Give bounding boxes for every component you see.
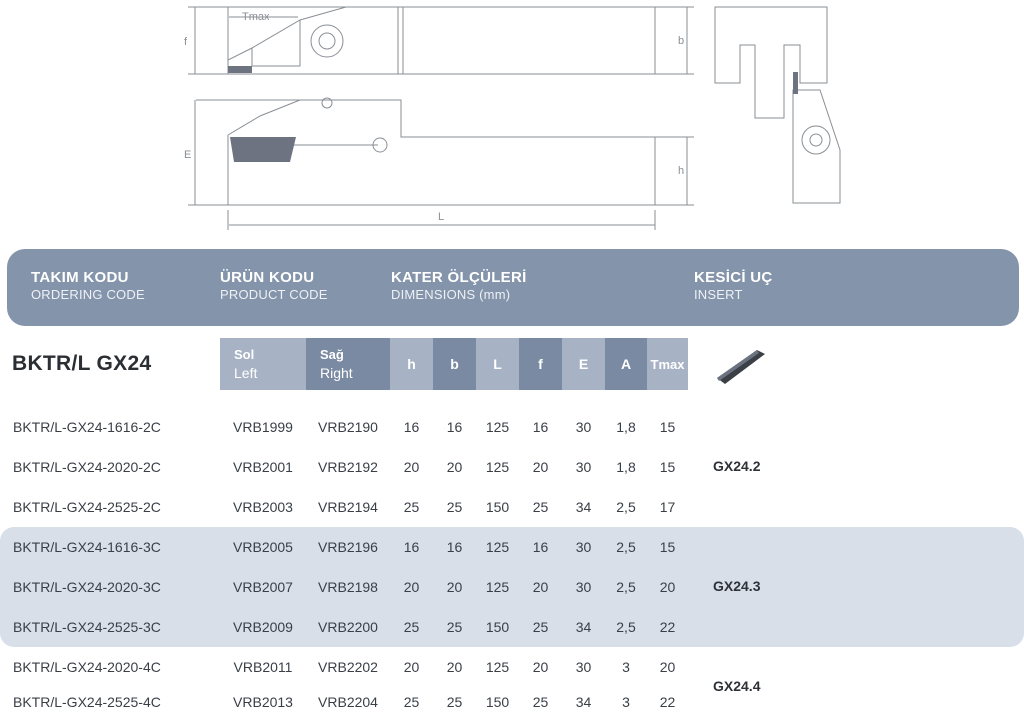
insert-group-label: GX24.3 — [713, 578, 761, 594]
tmax-value: 17 — [659, 499, 676, 515]
e-value: 34 — [575, 499, 592, 515]
l-value: 125 — [485, 539, 510, 555]
h-value: 16 — [403, 539, 420, 555]
f-value: 25 — [532, 499, 549, 515]
left-code: VRB2011 — [233, 659, 293, 675]
a-value: 3 — [622, 659, 630, 675]
table-row — [0, 447, 700, 487]
right-code: VRB2198 — [318, 579, 378, 595]
h-value: 25 — [403, 694, 420, 710]
b-value: 20 — [446, 459, 463, 475]
h-value: 16 — [403, 419, 420, 435]
column-right-tr: Sağ — [320, 347, 344, 362]
ordering-code: BKTR/L-GX24-2020-4C — [13, 659, 161, 675]
ordering-code: BKTR/L-GX24-1616-2C — [13, 419, 161, 435]
left-code: VRB2013 — [233, 694, 293, 710]
insert-group-label: GX24.2 — [713, 458, 761, 474]
f-value: 16 — [532, 419, 549, 435]
e-value: 34 — [575, 694, 592, 710]
l-value: 125 — [485, 459, 510, 475]
left-code: VRB1999 — [233, 419, 293, 435]
tmax-value: 15 — [659, 419, 676, 435]
dimensions-title: KATER ÖLÇÜLERİ — [391, 269, 527, 286]
left-code: VRB2001 — [233, 459, 293, 475]
column-e: E — [562, 338, 605, 390]
a-value: 2,5 — [616, 539, 636, 555]
left-code: VRB2007 — [233, 579, 293, 595]
ordering-code: BKTR/L-GX24-2020-3C — [13, 579, 161, 595]
ordering-code: BKTR/L-GX24-2020-2C — [13, 459, 161, 475]
f-value: 25 — [532, 619, 549, 635]
e-value: 30 — [575, 419, 592, 435]
insert-image — [713, 344, 769, 388]
column-f: f — [519, 338, 562, 390]
l-value: 150 — [485, 694, 510, 710]
a-value: 1,8 — [616, 419, 636, 435]
tmax-value: 22 — [659, 619, 676, 635]
right-code: VRB2190 — [318, 419, 378, 435]
a-value: 2,5 — [616, 619, 636, 635]
product-code-subtitle: PRODUCT CODE — [220, 287, 328, 302]
tmax-value: 22 — [659, 694, 676, 710]
ordering-code: BKTR/L-GX24-2525-4C — [13, 694, 161, 710]
h-value: 25 — [403, 499, 420, 515]
column-tmax: Tmax — [647, 338, 688, 390]
tmax-value: 15 — [659, 459, 676, 475]
e-value: 30 — [575, 579, 592, 595]
b-value: 25 — [446, 694, 463, 710]
l-value: 150 — [485, 619, 510, 635]
f-value: 25 — [532, 694, 549, 710]
column-left — [220, 338, 306, 390]
insert-group-label: GX24.4 — [713, 678, 761, 694]
b-value: 16 — [446, 539, 463, 555]
a-value: 3 — [622, 694, 630, 710]
l-value: 150 — [485, 499, 510, 515]
end-view — [715, 7, 840, 203]
e-value: 30 — [575, 459, 592, 475]
f-value: 20 — [532, 659, 549, 675]
table-row — [0, 567, 700, 607]
ordering-code: BKTR/L-GX24-2525-3C — [13, 619, 161, 635]
b-dimension-label: b — [678, 35, 685, 47]
table-header-band — [7, 249, 1019, 326]
right-code: VRB2202 — [318, 659, 378, 675]
e-value: 30 — [575, 659, 592, 675]
insert-subtitle: INSERT — [694, 287, 743, 302]
ordering-code-subtitle: ORDERING CODE — [31, 287, 145, 302]
column-right-en: Right — [320, 365, 353, 381]
tmax-value: 20 — [659, 659, 676, 675]
h-value: 25 — [403, 619, 420, 635]
column-b: b — [433, 338, 476, 390]
column-right — [306, 338, 390, 390]
insert-header — [694, 269, 773, 303]
h-dimension-label: h — [678, 165, 685, 177]
a-value: 1,8 — [616, 459, 636, 475]
e-value: 34 — [575, 619, 592, 635]
right-code: VRB2192 — [318, 459, 378, 475]
table-row — [0, 487, 700, 527]
h-value: 20 — [403, 659, 420, 675]
left-code: VRB2003 — [233, 499, 293, 515]
b-value: 16 — [446, 419, 463, 435]
l-value: 125 — [485, 419, 510, 435]
column-left-tr: Sol — [234, 347, 255, 362]
table-row — [0, 687, 700, 717]
column-h: h — [390, 338, 433, 390]
f-dimension-label: f — [184, 36, 188, 48]
f-value: 16 — [532, 539, 549, 555]
l-value: 125 — [485, 659, 510, 675]
a-value: 2,5 — [616, 499, 636, 515]
table-row — [0, 527, 700, 567]
f-value: 20 — [532, 459, 549, 475]
right-code: VRB2200 — [318, 619, 378, 635]
left-code: VRB2009 — [233, 619, 293, 635]
ordering-code: BKTR/L-GX24-2525-2C — [13, 499, 161, 515]
product-code-title: ÜRÜN KODU — [220, 269, 315, 286]
l-value: 125 — [485, 579, 510, 595]
b-value: 25 — [446, 499, 463, 515]
b-value: 20 — [446, 659, 463, 675]
right-code: VRB2196 — [318, 539, 378, 555]
ordering-code-header — [31, 269, 145, 303]
right-code: VRB2204 — [318, 694, 378, 710]
table-row — [0, 607, 700, 647]
a-value: 2,5 — [616, 579, 636, 595]
b-value: 25 — [446, 619, 463, 635]
h-value: 20 — [403, 459, 420, 475]
left-code: VRB2005 — [233, 539, 293, 555]
table-row — [0, 647, 700, 687]
product-family-title: BKTR/L GX24 — [12, 352, 152, 375]
b-value: 20 — [446, 579, 463, 595]
tmax-value: 20 — [659, 579, 676, 595]
e-value: 30 — [575, 539, 592, 555]
h-value: 20 — [403, 579, 420, 595]
e-dimension-label: E — [184, 149, 192, 161]
f-value: 20 — [532, 579, 549, 595]
column-a: A — [605, 338, 647, 390]
ordering-code: BKTR/L-GX24-1616-3C — [13, 539, 161, 555]
l-dimension-label: L — [438, 211, 445, 223]
tmax-dimension-label: Tmax — [242, 11, 270, 23]
right-code: VRB2194 — [318, 499, 378, 515]
dimensions-header — [391, 269, 527, 303]
dimensions-subtitle: DIMENSIONS (mm) — [391, 287, 511, 302]
column-left-en: Left — [234, 365, 258, 381]
tool-holder-drawing — [0, 0, 1024, 240]
insert-title: KESİCİ UÇ — [694, 269, 773, 286]
tmax-value: 15 — [659, 539, 676, 555]
ordering-code-title: TAKIM KODU — [31, 269, 129, 286]
product-code-header — [220, 269, 328, 303]
column-l: L — [476, 338, 519, 390]
table-row — [0, 407, 700, 447]
